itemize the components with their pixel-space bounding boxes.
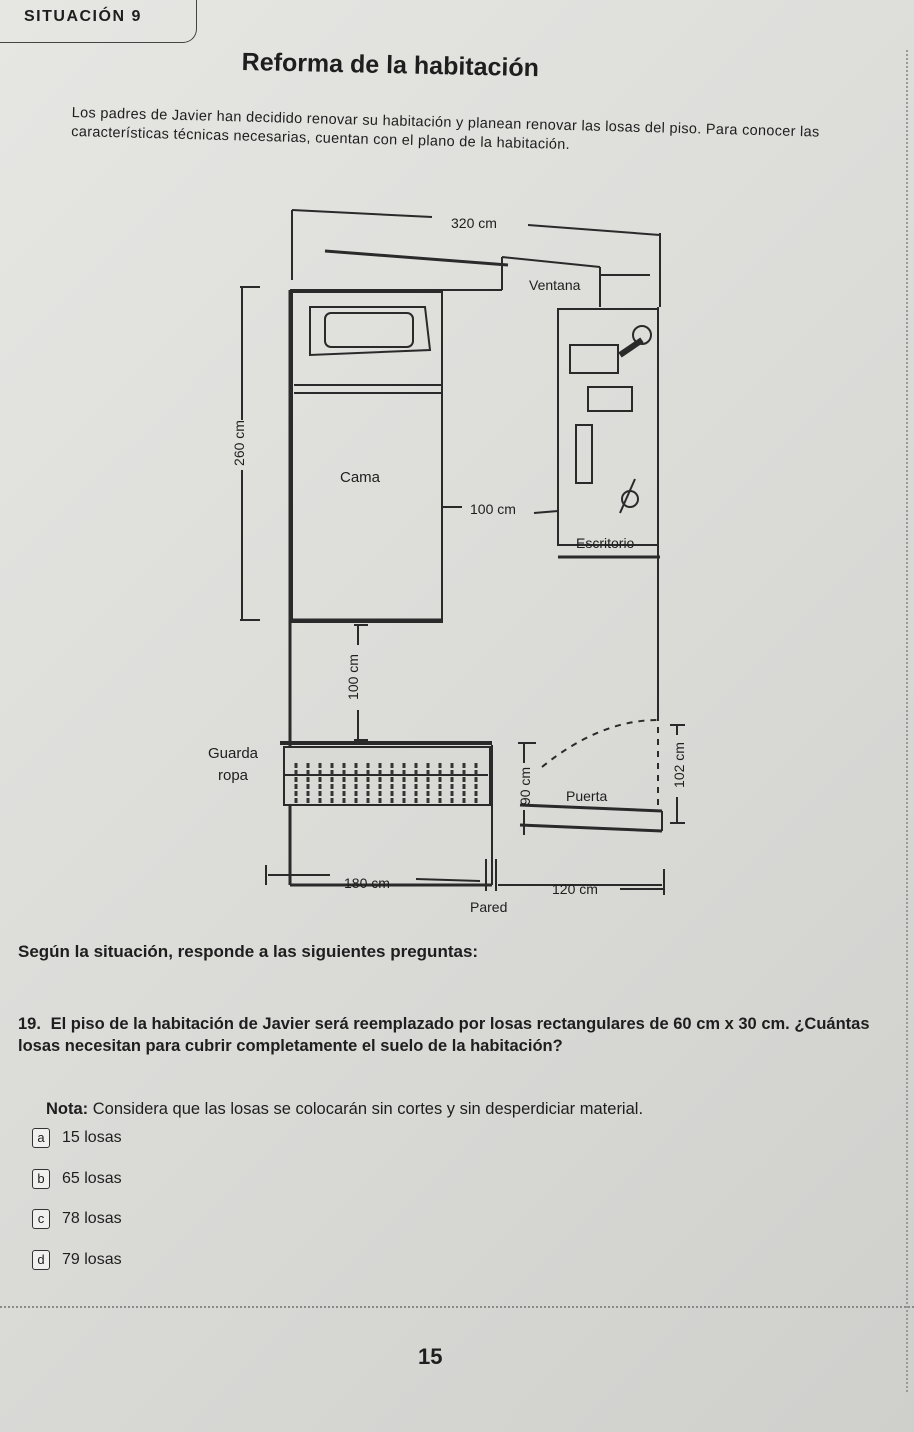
page-title: Reforma de la habitación [241, 48, 540, 83]
option-letter: c [32, 1209, 50, 1229]
room-floor-plan [180, 195, 700, 925]
option-b[interactable] [32, 1169, 122, 1189]
page-number: 15 [418, 1344, 443, 1369]
floor-plan-drawing [180, 195, 700, 925]
vertical-gap-label: 100 cm [344, 654, 361, 700]
door-label: Puerta [566, 788, 608, 804]
desk-label: Escritorio [576, 535, 635, 551]
note-text: Considera que las losas se colocarán sin cortes y sin desperdiciar material. [92, 1100, 644, 1118]
door-height-label: 102 cm [670, 742, 687, 788]
gap-dimension-label: 100 cm [470, 501, 516, 517]
window-label: Ventana [529, 277, 581, 293]
note-label: Nota: [46, 1100, 89, 1118]
option-letter: b [32, 1169, 50, 1189]
option-letter: d [32, 1250, 50, 1270]
width-dimension-label: 320 cm [451, 215, 497, 231]
option-c[interactable] [32, 1209, 122, 1229]
option-a[interactable] [32, 1128, 122, 1148]
question-note [46, 1100, 643, 1119]
option-text: 65 losas [62, 1170, 122, 1187]
wall-label: Pared [470, 899, 508, 915]
bottom-right-dimension-label: 120 cm [552, 881, 598, 897]
bottom-left-dimension-label: 180 cm [344, 875, 390, 891]
question-19 [18, 1013, 878, 1057]
height-dimension-label: 260 cm [230, 420, 247, 466]
bottom-separator [0, 1306, 914, 1308]
situation-tag-box [0, 0, 197, 43]
bed-label: Cama [340, 469, 381, 486]
short-vertical-label: 90 cm [517, 766, 534, 806]
question-number: 19. [18, 1015, 41, 1033]
option-text: 78 losas [62, 1210, 122, 1227]
option-text: 15 losas [62, 1129, 122, 1146]
option-d[interactable] [32, 1250, 122, 1270]
intro-paragraph: Los padres de Javier han decidido renovar su habitación y planean renovar las losas del piso. Para conocer las características técnicas necesarias, cuentan con el plano de la habitación. [71, 104, 820, 154]
wardrobe-label: Guarda ropa [207, 745, 259, 784]
option-letter: a [32, 1128, 50, 1148]
instruction-text: Según la situación, responde a las siguientes preguntas: [18, 942, 479, 961]
situation-tag: SITUACIÓN 9 [24, 8, 142, 25]
margin-dots [906, 50, 908, 1392]
option-text: 79 losas [62, 1251, 122, 1268]
question-text: El piso de la habitación de Javier será reemplazado por losas rectangulares de 60 cm x 30 cm. ¿Cuántas losas necesitan para cubrir completamente el suelo de la habitación? [18, 1015, 870, 1055]
